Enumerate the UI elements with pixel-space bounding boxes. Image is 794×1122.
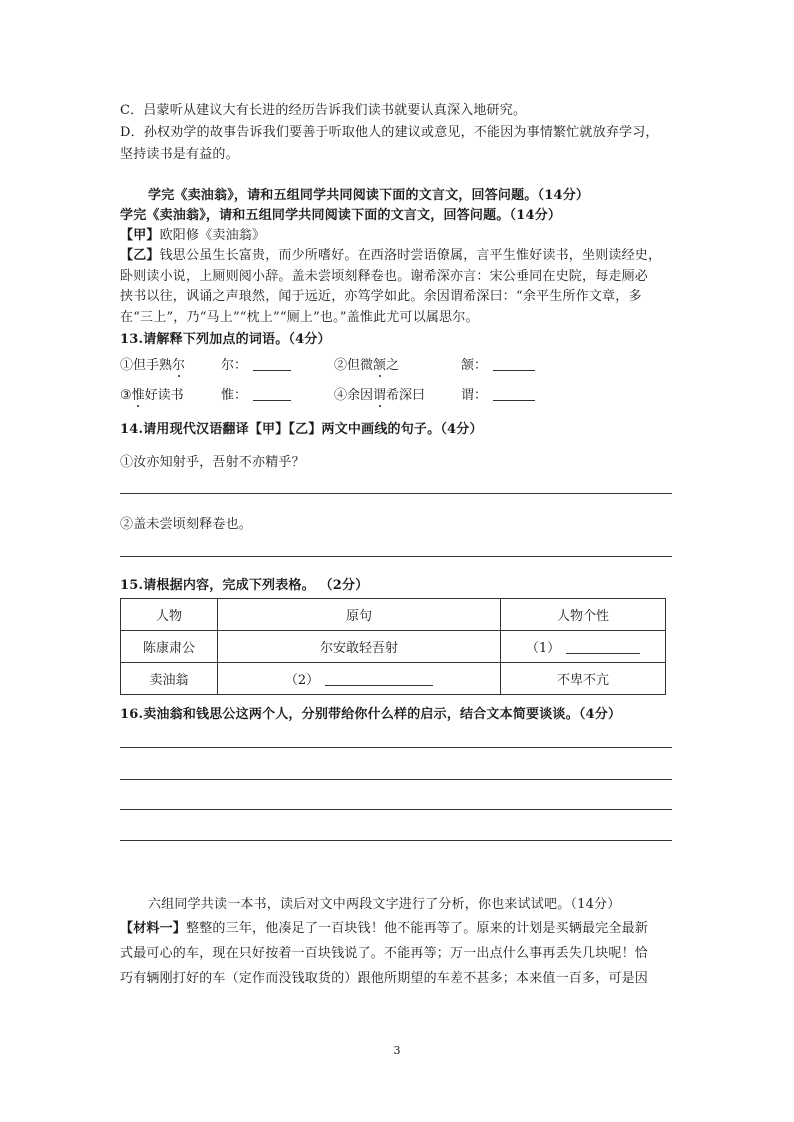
q13-answer-2	[461, 354, 535, 373]
q16-answer-line[interactable]	[120, 747, 672, 748]
q13-item-3	[120, 384, 184, 403]
q13-pre: 但手熟	[133, 358, 173, 373]
section6-heading: 六组同学共读一本书，读后对文中两段文字进行了分析，你也来试试吧。（14分）	[148, 897, 621, 912]
q13-item-4	[334, 384, 425, 403]
table-row	[121, 663, 666, 695]
q13-item-2	[334, 354, 399, 373]
q13-word: 尔：	[221, 358, 248, 373]
q13-item-1	[120, 354, 185, 373]
q13-dotted-word: 谓	[373, 384, 386, 403]
q13-word: 惟：	[221, 388, 248, 403]
table-cell-blank[interactable]	[501, 631, 666, 663]
yi-line2: 卧则读小说，上厕则阅小辞。盖未尝顷刻释卷也。谢希深亦言：宋公垂同在史院，每走厕必	[120, 269, 649, 284]
blank-label: （1）	[525, 641, 561, 656]
table-header: 人物个性	[501, 599, 666, 631]
q16-answer-line[interactable]	[120, 779, 672, 780]
yi-line4: 在“三上”，乃“马上”“枕上”“厕上”也。”盖惟此尤可以属思尔。	[120, 310, 479, 325]
q14-answer-line-1[interactable]	[120, 493, 672, 494]
q13-post: 好读书	[144, 388, 184, 403]
table-header-row	[121, 599, 666, 631]
q13-title: 13.请解释下列加点的词语。（4分）	[120, 332, 331, 347]
q13-word: 颔：	[461, 358, 488, 373]
yi-line1	[120, 244, 661, 263]
q13-post: 希深曰	[386, 388, 426, 403]
material1-line2: 式最可心的车，现在只好按着一百块钱说了。不能再等；万一出点什么事再丢失几块呢！恰	[120, 946, 649, 961]
answer-blank[interactable]	[566, 641, 640, 654]
section5-heading-1: 学完《卖油翁》，请和五组同学共同阅读下面的文言文，回答问题。（14分）	[148, 188, 590, 203]
yi-line3: 挟书以往，讽诵之声琅然，闻于远近，亦笃学如此。余因谓希深曰：“余平生所作文章，多	[120, 289, 642, 304]
q14-answer-line-2[interactable]	[120, 556, 672, 557]
table-header: 原句	[218, 599, 501, 631]
option-c: C．吕蒙听从建议大有长进的经历告诉我们读书就要认真深入地研究。	[120, 103, 527, 118]
material1-tag: 【材料一】	[120, 921, 187, 936]
q13-dotted-word: 惟	[132, 384, 145, 403]
jia-line	[120, 224, 265, 243]
jia-tag: 【甲】	[120, 228, 160, 243]
table-cell: 陈康肃公	[121, 631, 218, 663]
q13-blank[interactable]	[493, 388, 535, 401]
q13-answer-4	[461, 384, 535, 403]
option-d-line1: D．孙权劝学的故事告诉我们要善于听取他人的建议或意见，不能因为事情繁忙就放弃学习，	[120, 125, 659, 140]
page-number: 3	[393, 1044, 401, 1057]
q13-post: 之	[386, 358, 400, 373]
jia-text: 欧阳修《卖油翁》	[159, 228, 266, 243]
material1-line3: 巧有辆刚打好的车（定作而没钱取货的）跟他所期望的车差不甚多；本来值一百多，可是因	[120, 971, 649, 986]
q13-num: ②	[334, 358, 348, 373]
q13-answer-3	[221, 384, 291, 403]
q16-answer-line[interactable]	[120, 840, 672, 841]
q13-blank[interactable]	[253, 388, 291, 401]
q13-num: ④	[334, 388, 348, 403]
q13-dotted-word: 尔	[172, 354, 185, 373]
option-d-line2: 坚持读书是有益的。	[120, 147, 239, 162]
q15-table	[120, 598, 666, 695]
q13-num: ③	[120, 388, 132, 403]
material1-text-1: 整整的三年，他凑足了一百块钱！他不能再等了。原来的计划是买辆最完全最新	[186, 921, 649, 936]
q14-title: 14.请用现代汉语翻译【甲】【乙】两文中画线的句子。（4分）	[120, 422, 483, 437]
q13-answer-1	[221, 354, 291, 373]
table-cell: 尔安敢轻吾射	[218, 631, 501, 663]
material1-line1	[120, 917, 648, 936]
q13-blank[interactable]	[493, 358, 535, 371]
q15-title: 15.请根据内容，完成下列表格。 （2分）	[120, 578, 369, 593]
q13-pre: 余因	[347, 388, 374, 403]
q14-sentence-2: ②盖未尝顷刻释卷也。	[120, 517, 253, 532]
q13-word: 谓：	[461, 388, 488, 403]
q13-dotted-word: 颔	[373, 354, 386, 373]
yi-text-1: 钱思公虽生长富贵，而少所嗜好。在西洛时尝语僚属，言平生惟好读书，坐则读经史，	[159, 248, 662, 263]
table-header: 人物	[121, 599, 218, 631]
table-row	[121, 631, 666, 663]
section5-heading-2: 学完《卖油翁》，请和五组同学共同阅读下面的文言文，回答问题。（14分）	[120, 208, 562, 223]
q14-sentence-1: ①汝亦知射乎，吾射不亦精乎？	[120, 455, 305, 470]
blank-label: （2）	[284, 673, 320, 688]
q16-answer-line[interactable]	[120, 809, 672, 810]
yi-tag: 【乙】	[120, 248, 160, 263]
table-cell: 卖油翁	[121, 663, 218, 695]
q13-blank[interactable]	[253, 358, 291, 371]
q13-pre: 但微	[347, 358, 374, 373]
answer-blank[interactable]	[325, 673, 433, 686]
q13-num: ①	[120, 358, 134, 373]
table-cell: 不卑不亢	[501, 663, 666, 695]
q16-title: 16.卖油翁和钱思公这两个人，分别带给你什么样的启示，结合文本简要谈谈。（4分）	[120, 707, 622, 722]
table-cell-blank[interactable]	[218, 663, 501, 695]
